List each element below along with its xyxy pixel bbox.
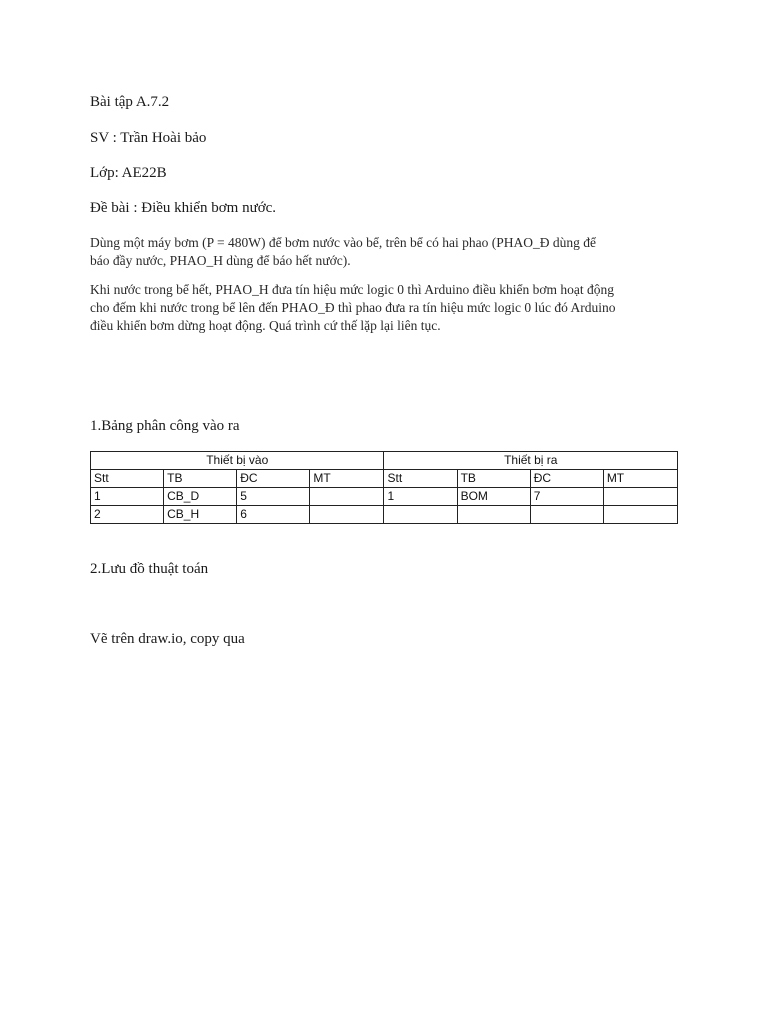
table-cell: [457, 506, 530, 524]
class-label: Lớp: AE22B: [90, 165, 167, 181]
description-line: điều khiển bơm dừng hoạt động. Quá trình cứ thế lặp lại liên tục.: [90, 318, 441, 333]
section-2-heading: 2.Lưu đồ thuật toán: [90, 561, 209, 577]
table-cell: [530, 506, 603, 524]
problem-topic: Đề bài : Điều khiển bơm nước.: [90, 200, 277, 216]
table-column-header-row: [91, 470, 678, 488]
table-cell: 1: [91, 488, 164, 506]
description-line: báo đầy nước, PHAO_H dùng để báo hết nước).: [90, 253, 351, 268]
table-cell: [310, 506, 384, 524]
column-header: MT: [310, 470, 384, 488]
table-cell: [603, 506, 677, 524]
section-1-heading: 1.Bảng phân công vào ra: [90, 418, 240, 434]
output-devices-header: Thiết bị ra: [384, 452, 678, 470]
description-line: cho đếm khi nước trong bể lên đến PHAO_Đ thì phao đưa ra tín hiệu mức logic 0 lúc đó Arduino: [90, 300, 616, 315]
table-cell: 6: [237, 506, 310, 524]
table-cell: 2: [91, 506, 164, 524]
description-paragraph-1: [90, 234, 690, 270]
table-cell: CB_D: [164, 488, 237, 506]
table-cell: [384, 506, 457, 524]
student-name: SV : Trần Hoài bảo: [90, 130, 207, 146]
description-line: Dùng một máy bơm (P = 480W) để bơm nước vào bể, trên bể có hai phao (PHAO_Đ dùng để: [90, 235, 596, 250]
io-assignment-table: [90, 451, 678, 524]
input-devices-header: Thiết bị vào: [91, 452, 384, 470]
column-header: Stt: [91, 470, 164, 488]
column-header: ĐC: [237, 470, 310, 488]
table-cell: 1: [384, 488, 457, 506]
table-cell: 5: [237, 488, 310, 506]
description-line: Khi nước trong bể hết, PHAO_H đưa tín hiệu mức logic 0 thì Arduino điều khiển bơm hoạt động: [90, 282, 615, 297]
column-header: Stt: [384, 470, 457, 488]
column-header: ĐC: [530, 470, 603, 488]
flowchart-note: Vẽ trên draw.io, copy qua: [90, 631, 245, 647]
table-cell: [310, 488, 384, 506]
table-cell: 7: [530, 488, 603, 506]
column-header: TB: [164, 470, 237, 488]
column-header: MT: [603, 470, 677, 488]
table-cell: CB_H: [164, 506, 237, 524]
description-paragraph-2: [90, 281, 690, 335]
table-group-header-row: [91, 452, 678, 470]
exercise-title: Bài tập A.7.2: [90, 94, 170, 110]
table-cell: [603, 488, 677, 506]
column-header: TB: [457, 470, 530, 488]
table-cell: BOM: [457, 488, 530, 506]
table-row: [91, 506, 678, 524]
table-row: [91, 488, 678, 506]
